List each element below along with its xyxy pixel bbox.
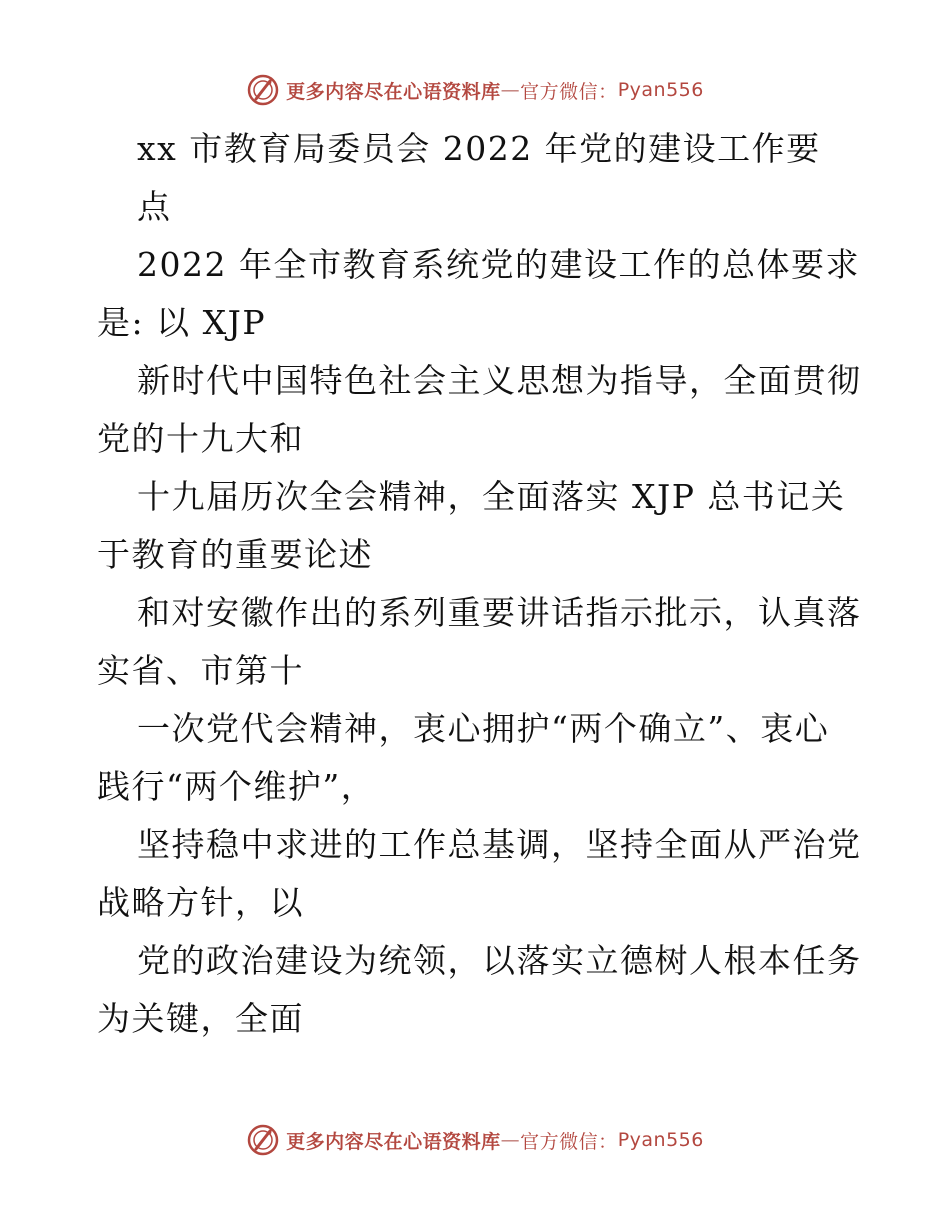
doc-title-cont: 点 xyxy=(137,187,172,226)
header-watermark xyxy=(0,70,950,110)
footer-watermark xyxy=(0,1120,950,1160)
wechat-id: Pyan556 xyxy=(617,79,704,101)
paragraph-line: 为关键，全面 xyxy=(97,999,304,1038)
paragraph-line: 2022 年全市教育系统党的建设工作的总体要求 xyxy=(137,245,860,284)
paragraph-line: 十九届历次全会精神，全面落实 XJP 总书记关 xyxy=(137,477,846,516)
paragraph-line: 党的政治建设为统领，以落实立德树人根本任务 xyxy=(137,941,862,980)
paragraph-line: 一次党代会精神，衷心拥护“两个确立”、衷心 xyxy=(137,709,830,748)
watermark-dash: — xyxy=(500,79,521,101)
watermark-dash: — xyxy=(500,1129,521,1151)
paragraph-line: 实省、市第十 xyxy=(97,651,304,690)
wechat-label: 官方微信： xyxy=(520,1130,618,1153)
paragraph-line: 和对安徽作出的系列重要讲话指示批示，认真落 xyxy=(137,593,862,632)
paragraph-line: 战略方针，以 xyxy=(97,883,304,922)
seal-logo-icon xyxy=(246,73,280,107)
paragraph-line: 于教育的重要论述 xyxy=(97,535,373,574)
wechat-id: Pyan556 xyxy=(617,1129,704,1151)
paragraph-line: 新时代中国特色社会主义思想为指导，全面贯彻 xyxy=(137,361,862,400)
watermark-text: 更多内容尽在心语资料库 xyxy=(286,80,501,103)
seal-logo-icon xyxy=(246,1123,280,1157)
watermark-text: 更多内容尽在心语资料库 xyxy=(286,1130,501,1153)
wechat-label: 官方微信： xyxy=(520,80,618,103)
paragraph-line: 坚持稳中求进的工作总基调，坚持全面从严治党 xyxy=(137,825,862,864)
paragraph-line: 践行“两个维护”， xyxy=(97,767,376,806)
doc-title: xx 市教育局委员会 2022 年党的建设工作要 xyxy=(137,129,821,168)
document-body xyxy=(97,120,862,1048)
paragraph-line: 是: 以 XJP xyxy=(97,303,267,342)
paragraph-line: 党的十九大和 xyxy=(97,419,304,458)
